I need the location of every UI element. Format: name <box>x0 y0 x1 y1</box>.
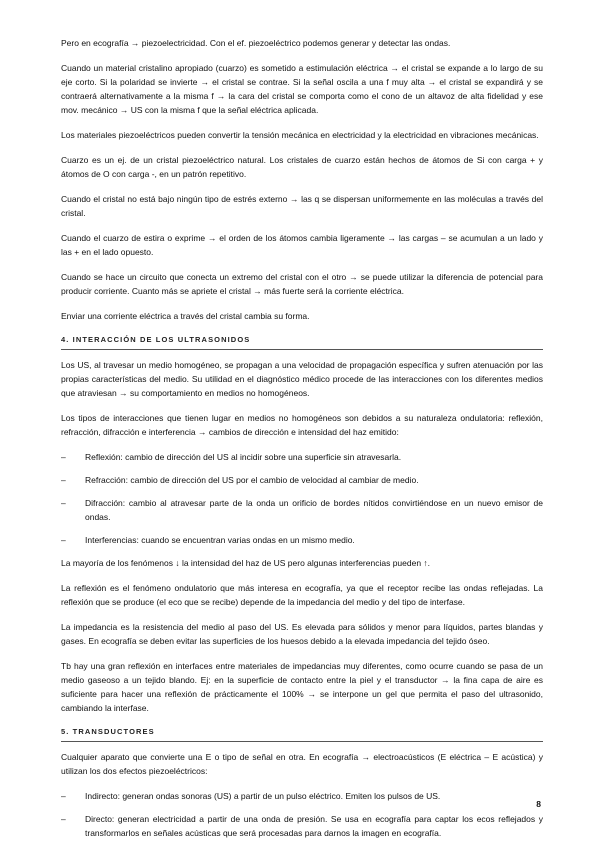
paragraph: Cuando el cristal no está bajo ningún tipo de estrés externo → las q se dispersan uniformemente en las moléculas a través del cristal. <box>61 194 543 218</box>
paragraph: La reflexión es el fenómeno ondulatorio que más interesa en ecografía, ya que el receptor recibe las ondas reflejadas. La reflexión que se produce (el eco que se recibe) depende de la impedancia del medio y del tipo de interfase. <box>61 583 543 607</box>
paragraph: Enviar una corriente eléctrica a través del cristal cambia su forma. <box>61 311 310 321</box>
dash-bullet: – <box>61 535 66 545</box>
list-item-text: Refracción: cambio de dirección del US por el cambio de velocidad al cambiar de medio. <box>85 475 419 485</box>
paragraph: Cuando el cuarzo de estira o exprime → el orden de los átomos cambia ligeramente → las cargas – se acumulan a un lado y las + en el lado opuesto. <box>61 233 543 257</box>
list-item-text: Directo: generan electricidad a partir de una onda de presión. Se usa en ecografía para captar los ecos reflejados y transformarlos en señales acústicas que será procesadas para darnos la imagen en ecografía. <box>85 814 543 838</box>
dash-bullet: – <box>61 791 66 801</box>
dash-bullet: – <box>61 498 66 508</box>
paragraph: Cuarzo es un ej. de un cristal piezoeléctrico natural. Los cristales de cuarzo están hechos de átomos de Si con carga + y átomos de O con carga -, en un patrón repetitivo. <box>61 155 543 179</box>
bullet-list-interactions <box>61 450 543 547</box>
dash-bullet: – <box>61 452 66 462</box>
list-item-text: Indirecto: generan ondas sonoras (US) a partir de un pulso eléctrico. Emiten los pulsos de US. <box>85 791 441 801</box>
list-item <box>61 812 543 840</box>
list-item-text: Difracción: cambio al atravesar parte de la onda un orificio de bordes nítidos convirtiéndose en un nuevo emisor de ondas. <box>85 498 543 522</box>
paragraph: Los materiales piezoeléctricos pueden convertir la tensión mecánica en electricidad y la electricidad en vibraciones mecánicas. <box>61 130 539 140</box>
paragraph: Los tipos de interacciones que tienen lugar en medios no homogéneos son debidos a su naturaleza ondulatoria: reflexión, refracción, difracción e interferencia → cambios de dirección e intensidad del haz emitido: <box>61 413 543 437</box>
list-item <box>61 473 543 487</box>
paragraph: Cualquier aparato que convierte una E o tipo de señal en otra. En ecografía → electroacústicos (E eléctrica – E acústica) y utilizan los dos efectos piezoeléctricos: <box>61 752 543 776</box>
section-heading-transductores: 5. TRANSDUCTORES <box>61 726 543 742</box>
paragraph: La impedancia es la resistencia del medio al paso del US. Es elevada para sólidos y menor para líquidos, partes blandas y gases. En ecografía se deben evitar las superficies de los huesos debido a la elevada impedancia del tejido óseo. <box>61 622 543 646</box>
dash-bullet: – <box>61 814 66 824</box>
list-item <box>61 496 543 524</box>
list-item <box>61 450 543 464</box>
paragraph: La mayoría de los fenómenos ↓ la intensidad del haz de US pero algunas interferencias pueden ↑. <box>61 558 431 568</box>
list-item <box>61 789 543 803</box>
document-page <box>61 36 543 849</box>
paragraph: Cuando se hace un circuito que conecta un extremo del cristal con el otro → se puede utilizar la diferencia de potencial para producir corriente. Cuanto más se apriete el cristal → más fuerte será la corriente eléctrica. <box>61 272 543 296</box>
list-item <box>61 533 543 547</box>
paragraph: Tb hay una gran reflexión en interfaces entre materiales de impedancias muy diferentes, como ocurre cuando se pasa de un medio gaseoso a un tejido blando. Ej: en la superficie de contacto entre la piel y el transductor → la fina capa de aire es suficiente para hacer una reflexión de prácticamente el 100% → se interpone un gel que permita el paso del ultrasonido, cambiando la interfase. <box>61 661 543 713</box>
paragraph: Pero en ecografía → piezoelectricidad. Con el ef. piezoeléctrico podemos generar y detectar las ondas. <box>61 38 451 48</box>
page-number: 8 <box>536 799 541 809</box>
list-item-text: Reflexión: cambio de dirección del US al incidir sobre una superficie sin atravesarla. <box>85 452 402 462</box>
paragraph: Los US, al travesar un medio homogéneo, se propagan a una velocidad de propagación específica y sufren atenuación por las propias características del medio. Su utilidad en el diagnóstico médico procede de las interacciones con los diferentes medios que atraviesan → su comportamiento en medios no homogéneos. <box>61 360 543 398</box>
section-heading-interaccion: 4. INTERACCIÓN DE LOS ULTRASONIDOS <box>61 334 543 350</box>
list-item-text: Interferencias: cuando se encuentran varias ondas en un mismo medio. <box>85 535 355 545</box>
dash-bullet: – <box>61 475 66 485</box>
bullet-list-transducer-effects <box>61 789 543 840</box>
paragraph: Cuando un material cristalino apropiado (cuarzo) es sometido a estimulación eléctrica → el cristal se expande a lo largo de su eje corto. Si la polaridad se invierte → el cristal se contrae. Si la señal oscila a una f muy alta → el cristal se expandirá y se contraerá alternativamente a la misma f → la cara del cristal se comporta como el cono de un altavoz de alta fidelidad y ese mov. mecánico → US con la misma f que la señal eléctrica aplicada. <box>61 63 543 115</box>
